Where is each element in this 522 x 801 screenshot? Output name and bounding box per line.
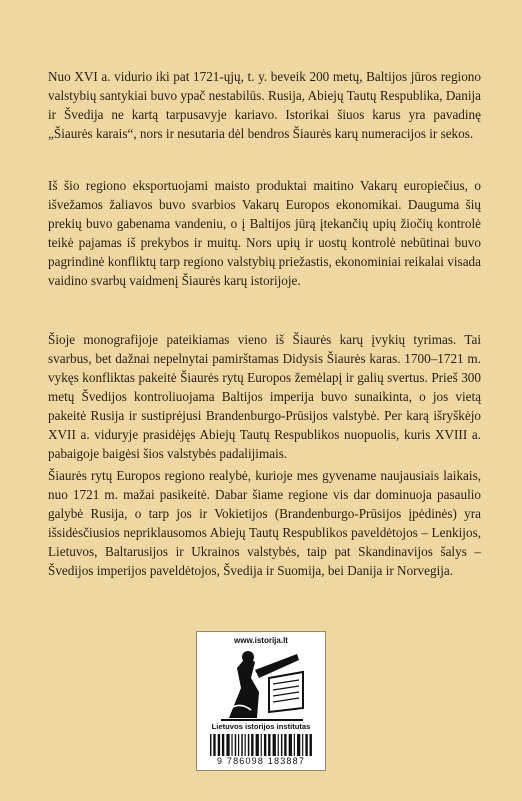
barcode-bar: [245, 734, 246, 756]
barcode-bar: [251, 734, 253, 756]
barcode-bar: [297, 734, 300, 756]
barcode-bar: [213, 734, 215, 756]
paragraph-2: Iš šio regiono eksportuojami maisto produktai maitino Vakarų europiečius, o išvežamos žaliavos buvo svarbios Vakarų Europos ekonomikai. Dauguma šių prekių buvo gabenama vandeniu, o į Baltijos jūrą įtekančių upių žiočių kontrolė teikė pajamas iš prekybos ir muitų. Nors upių ir uostų kontrolė nebūtinai buvo pagrindinė konfliktų tarp regiono valstybių priežastis, ekonominiai reikalai visada vaidino svarbų vaidmenį Šiaurės karų istorijoje.: [48, 178, 481, 288]
barcode-bar: [241, 734, 242, 756]
barcode-bar: [289, 734, 292, 756]
barcode-bar: [218, 734, 220, 756]
publisher-logo-box: [196, 631, 326, 771]
barcode-bar: [226, 734, 229, 756]
barcode-bar: [264, 734, 266, 756]
barcode-bar: [235, 734, 236, 756]
barcode-bar: [284, 734, 286, 756]
barcode-bar: [294, 734, 295, 756]
barcode-bar: [222, 734, 224, 756]
barcode-bar: [210, 734, 211, 756]
barcode-bar: [305, 734, 307, 756]
barcode-bar: [231, 734, 232, 756]
paragraph-1: Nuo XVI a. vidurio iki pat 1721-ųjų, t. y. beveik 200 metų, Baltijos jūros regiono valstybių santykiai buvo ypač nestabilūs. Rusija, Abiejų Tautų Respublika, Danija ir Švedija ne kartą tarpusavyje kariavo. Istorikai šiuos karus yra pavadinę „Šiaurės karais“, nors ir nesutaria dėl bendros Šiaurės karų numeracijos ir sekos.: [48, 69, 481, 141]
barcode-bar: [278, 734, 279, 756]
barcode-bar: [310, 734, 312, 756]
isbn-number: 9 786098 183887: [216, 756, 306, 766]
paragraph-4: Šiaurės rytų Europos regiono realybė, kurioje mes gyvename naujausiais laikais, nuo 1721 m. mažai pasikeitė. Dabar šiame regione vis dar dominuoja pasaulio galybė Rusija, o tarp jos ir Vokietijos (Brandenburgo-Prūsijos įpėdinės) yra išsidėsčiusios nepriklausomos Abiejų Tautų Respublikos paveldėtojos – Lenkijos, Lietuvos, Baltarusijos ir Ukrainos valstybės, taip pat Skandinavijos šalys – Švedijos imperijos paveldėtojos, Švedija ir Suomija, bei Danija ir Norvegija.: [48, 468, 481, 578]
barcode-bar: [302, 734, 303, 756]
historian-quill-logo-icon: [211, 648, 311, 722]
publisher-url: www.istorija.lt: [234, 636, 288, 645]
barcode-bar: [268, 734, 270, 756]
barcode-bar: [256, 734, 259, 756]
barcode-bar: [238, 734, 239, 756]
isbn-barcode: [207, 734, 317, 756]
barcode-bar: [261, 734, 262, 756]
paragraph-3: Šioje monografijoje pateikiamas vieno iš Šiaurės karų įvykių tyrimas. Tai svarbus, bet dažnai nepelnytai pamirštamas Didysis Šiaurės karas. 1700–1721 m. vykęs konfliktas pakeitė Šiaurės rytų Europos žemėlapį ir galių svertus. Prieš 300 metų Švedijos kontroliuojama Baltijos imperija buvo sunaikinta, o jos vietą pakeitė Rusija ir sustiprėjusi Brandenburgo-Prūsijos valstybė. Per karą išryškėjo XVII a. viduryje prasidėjęs Abiejų Tautų Respublikos nuopuolis, kuris XVIII a. pabaigoje baigėsi šios valstybės padalijimais.: [48, 332, 481, 461]
barcode-bar: [281, 734, 282, 756]
publisher-name: Lietuvos istorijos institutas: [211, 722, 311, 731]
barcode-bar: [248, 734, 249, 756]
barcode-bar: [273, 734, 276, 756]
